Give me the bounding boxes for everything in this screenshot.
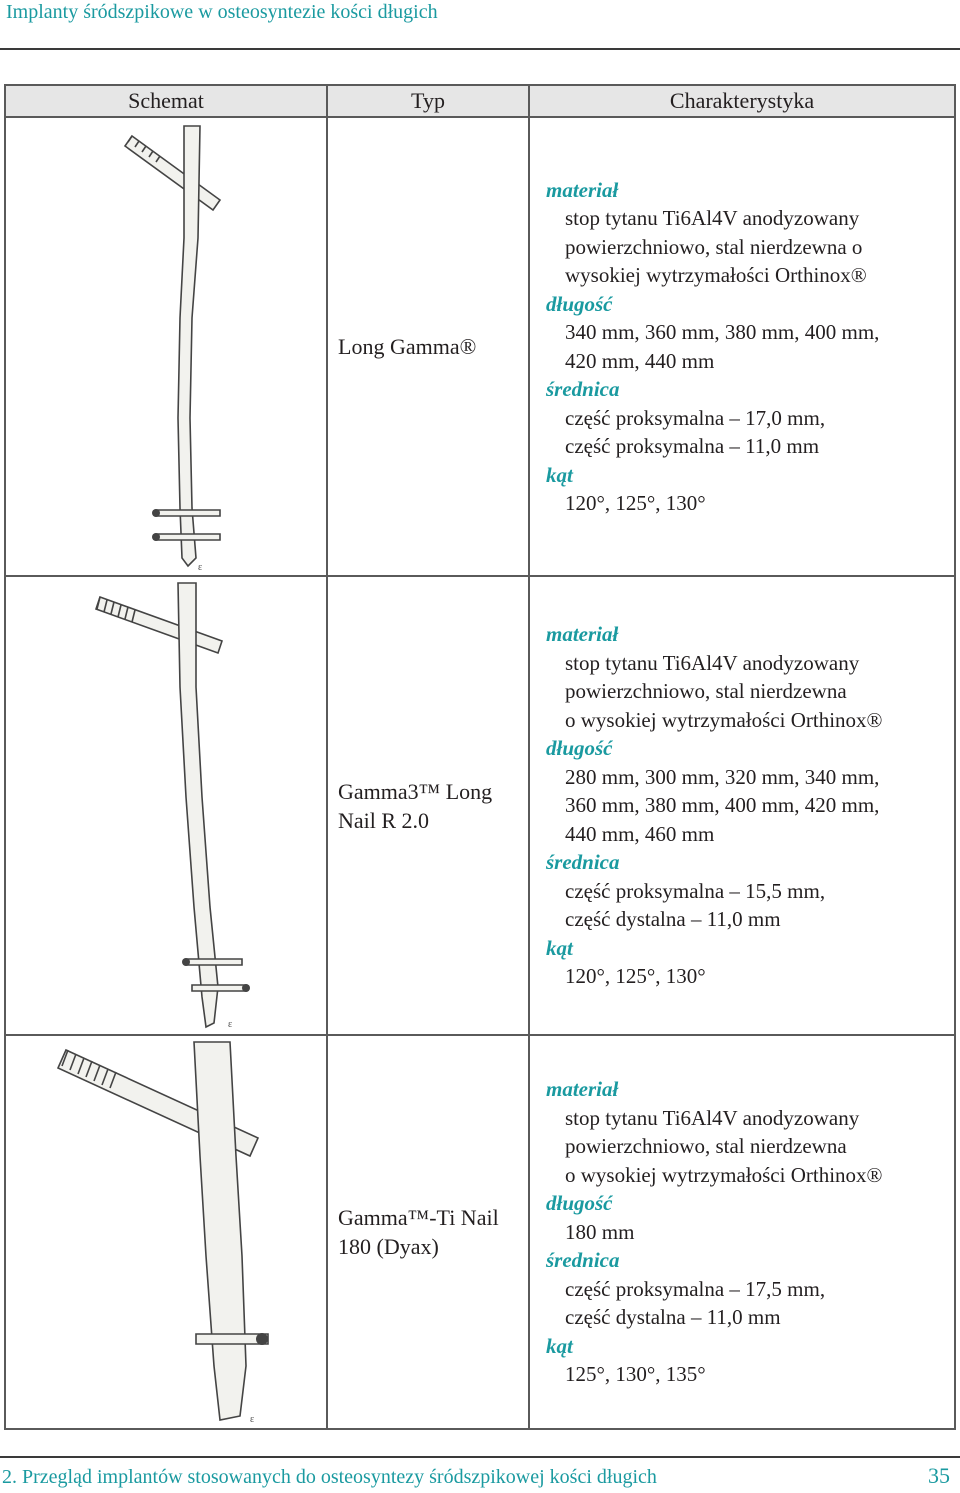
label-angle: kąt <box>546 935 573 960</box>
label-length: długość <box>546 1191 613 1216</box>
type-cell <box>327 117 529 576</box>
length-value: 280 mm, 300 mm, 320 mm, 340 mm, <box>565 764 880 789</box>
material-value: o wysokiej wytrzymałości Orthinox® <box>565 1162 883 1187</box>
material-value: powierzchniowo, stal nierdzewna <box>565 679 847 704</box>
gamma-ti-nail-drawing <box>6 1036 328 1428</box>
implant-type-name: Gamma3™ Long <box>338 778 493 804</box>
material-value: o wysokiej wytrzymałości Orthinox® <box>565 707 883 732</box>
diameter-value: część dystalna – 11,0 mm <box>565 907 781 932</box>
schema-cell <box>5 576 327 1035</box>
running-header: Implanty śródszpikowe w osteosyntezie kości długich <box>6 1 438 23</box>
characteristics-cell <box>529 117 955 576</box>
footer-rule <box>0 1456 960 1458</box>
svg-text:ε: ε <box>228 1019 233 1030</box>
diameter-value: część proksymalna – 15,5 mm, <box>565 878 826 903</box>
length-value: 420 mm, 440 mm <box>565 348 715 373</box>
implant-type-name: 180 (Dyax) <box>338 1234 439 1259</box>
header-rule <box>0 48 960 50</box>
material-value: wysokiej wytrzymałości Orthinox® <box>565 263 867 287</box>
schema-cell <box>5 117 327 576</box>
column-header-charakterystyka: Charakterystyka <box>529 85 955 117</box>
svg-text:ε: ε <box>250 1414 255 1425</box>
implant-type-name: Gamma™-Ti Nail <box>338 1205 499 1230</box>
gamma3-long-nail-drawing <box>6 577 328 1034</box>
material-value: stop tytanu Ti6Al4V anodyzowany <box>565 650 860 675</box>
label-diameter: średnica <box>546 850 620 875</box>
label-diameter: średnica <box>546 1248 620 1273</box>
material-value: powierzchniowo, stal nierdzewna <box>565 1134 847 1159</box>
label-material: materiał <box>546 622 619 647</box>
label-length: długość <box>546 736 613 761</box>
angle-value: 120°, 125°, 130° <box>565 964 706 989</box>
type-cell <box>327 576 529 1035</box>
table-row <box>5 576 955 1035</box>
implant-type-name: Long Gamma® <box>338 334 477 359</box>
diameter-value: część proksymalna – 17,0 mm, <box>565 405 826 430</box>
column-header-schemat: Schemat <box>5 85 327 117</box>
label-material: materiał <box>546 177 619 202</box>
type-cell <box>327 1035 529 1429</box>
length-value: 180 mm <box>565 1219 635 1244</box>
label-material: materiał <box>546 1077 619 1102</box>
characteristics-cell <box>529 1035 955 1429</box>
schema-cell <box>5 1035 327 1429</box>
label-length: długość <box>546 291 613 316</box>
table-row <box>5 1035 955 1429</box>
label-diameter: średnica <box>546 377 620 401</box>
angle-value: 125°, 130°, 135° <box>565 1362 706 1387</box>
material-value: stop tytanu Ti6Al4V anodyzowany <box>565 206 860 230</box>
characteristics-cell <box>529 576 955 1035</box>
diameter-value: część proksymalna – 11,0 mm <box>565 434 820 458</box>
material-value: powierzchniowo, stal nierdzewna o <box>565 234 863 259</box>
angle-value: 120°, 125°, 130° <box>565 491 706 515</box>
implants-table <box>4 84 956 1430</box>
table-row <box>5 117 955 576</box>
chapter-title: 2. Przegląd implantów stosowanych do osteosyntezy śródszpikowej kości długich <box>2 1466 657 1488</box>
length-value: 440 mm, 460 mm <box>565 821 715 846</box>
long-gamma-nail-drawing <box>6 118 328 575</box>
length-value: 360 mm, 380 mm, 400 mm, 420 mm, <box>565 793 880 818</box>
page-number: 35 <box>928 1463 950 1488</box>
label-angle: kąt <box>546 1333 573 1358</box>
material-value: stop tytanu Ti6Al4V anodyzowany <box>565 1105 860 1130</box>
diameter-value: część dystalna – 11,0 mm <box>565 1305 781 1330</box>
label-angle: kąt <box>546 462 573 487</box>
table-header-row <box>5 85 955 117</box>
svg-text:ε: ε <box>198 562 203 573</box>
column-header-typ: Typ <box>327 85 529 117</box>
diameter-value: część proksymalna – 17,5 mm, <box>565 1276 826 1301</box>
implant-type-name: Nail R 2.0 <box>338 807 430 833</box>
length-value: 340 mm, 360 mm, 380 mm, 400 mm, <box>565 320 880 344</box>
